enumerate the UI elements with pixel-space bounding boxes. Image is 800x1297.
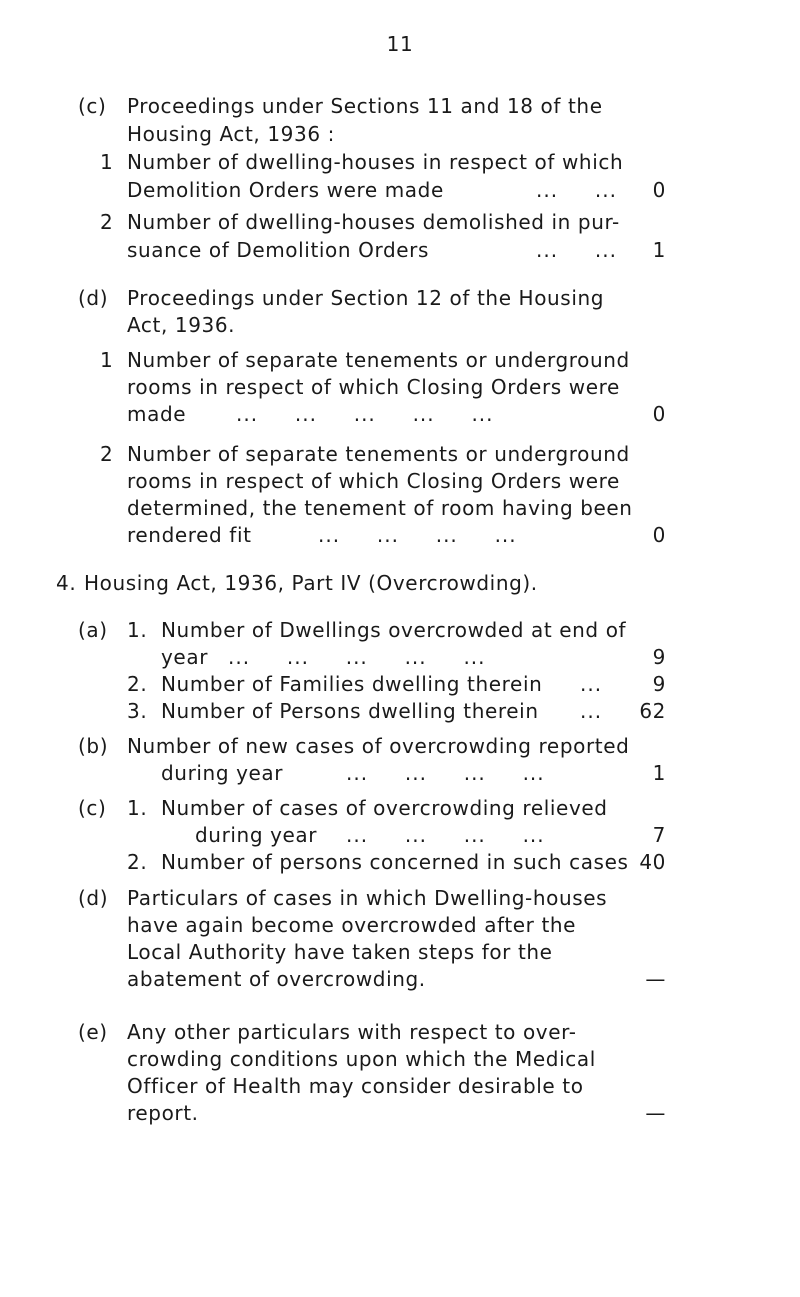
item-number: 1.: [127, 796, 148, 820]
leader-dots: ... ... ... ...: [318, 523, 517, 547]
section-4d-label: (d): [78, 886, 109, 910]
item-text-cont: Local Authority have taken steps for the: [127, 940, 553, 964]
item-text-cont: year: [161, 645, 209, 669]
item-text: Number of Families dwelling therein: [161, 672, 543, 696]
item-value: 9: [652, 672, 666, 696]
item-text-cont: during year: [195, 823, 318, 847]
section-4e-label: (e): [78, 1020, 108, 1044]
item-number: 1.: [127, 618, 148, 642]
leader-dots: ... ... ... ...: [346, 761, 545, 785]
item-text-cont: rooms in respect of which Closing Orders were: [127, 375, 620, 399]
item-value: —: [645, 967, 666, 991]
item-text-cont: rendered fit: [127, 523, 252, 547]
section-4-heading: Housing Act, 1936, Part IV (Overcrowding).: [84, 571, 538, 595]
item-text: Particulars of cases in which Dwelling-houses: [127, 886, 608, 910]
item-number: 1: [100, 150, 114, 174]
item-value: 7: [652, 823, 666, 847]
item-text-cont: determined, the tenement of room having been: [127, 496, 633, 520]
leader-dots: ...: [580, 672, 603, 696]
item-text: Number of persons concerned in such cases: [161, 850, 629, 874]
item-text: Number of dwelling-houses demolished in pur-: [127, 210, 620, 234]
item-number: 3.: [127, 699, 148, 723]
item-text-cont: Officer of Health may consider desirable to: [127, 1074, 584, 1098]
leader-dots: ... ...: [536, 238, 617, 262]
section-4c-label: (c): [78, 796, 107, 820]
page-number: 11: [386, 32, 414, 56]
item-text: Number of Persons dwelling therein: [161, 699, 539, 723]
item-value: 1: [652, 238, 666, 262]
leader-dots: ... ... ... ... ...: [236, 402, 494, 426]
item-text-cont: have again become overcrowded after the: [127, 913, 577, 937]
item-value: 0: [652, 178, 666, 202]
item-number: 2: [100, 210, 114, 234]
item-number: 1: [100, 348, 114, 372]
item-value: 40: [639, 850, 666, 874]
item-text: Number of Dwellings overcrowded at end of: [161, 618, 627, 642]
item-text: Number of cases of overcrowding relieved: [161, 796, 608, 820]
section-4-number: 4.: [56, 571, 77, 595]
item-text-cont: rooms in respect of which Closing Orders were: [127, 469, 620, 493]
item-text: Number of separate tenements or underground: [127, 442, 630, 466]
item-text-cont: suance of Demolition Orders: [127, 238, 429, 262]
item-value: —: [645, 1101, 666, 1125]
item-text: Number of separate tenements or underground: [127, 348, 630, 372]
item-text: Number of dwelling-houses in respect of which: [127, 150, 624, 174]
item-text-cont: abatement of overcrowding.: [127, 967, 426, 991]
section-d-heading-cont: Act, 1936.: [127, 313, 236, 337]
item-value: 0: [652, 523, 666, 547]
leader-dots: ...: [580, 699, 603, 723]
item-value: 9: [652, 645, 666, 669]
item-text-cont: crowding conditions upon which the Medical: [127, 1047, 596, 1071]
item-text-cont: during year: [161, 761, 284, 785]
section-c-label: (c): [78, 94, 107, 118]
leader-dots: ... ...: [536, 178, 617, 202]
section-c-heading-cont: Housing Act, 1936 :: [127, 122, 335, 146]
item-value: 62: [639, 699, 666, 723]
section-4b-label: (b): [78, 734, 109, 758]
leader-dots: ... ... ... ...: [346, 823, 545, 847]
section-4a-label: (a): [78, 618, 108, 642]
item-text: Number of new cases of overcrowding reported: [127, 734, 630, 758]
section-d-label: (d): [78, 286, 109, 310]
item-number: 2.: [127, 850, 148, 874]
item-number: 2.: [127, 672, 148, 696]
item-value: 0: [652, 402, 666, 426]
section-d-heading: Proceedings under Section 12 of the Housing: [127, 286, 605, 310]
section-c-heading: Proceedings under Sections 11 and 18 of the: [127, 94, 603, 118]
item-value: 1: [652, 761, 666, 785]
item-text-cont: report.: [127, 1101, 199, 1125]
item-text: Any other particulars with respect to over-: [127, 1020, 577, 1044]
item-text-cont: made: [127, 402, 187, 426]
item-text-cont: Demolition Orders were made: [127, 178, 444, 202]
item-number: 2: [100, 442, 114, 466]
leader-dots: ... ... ... ... ...: [228, 645, 486, 669]
